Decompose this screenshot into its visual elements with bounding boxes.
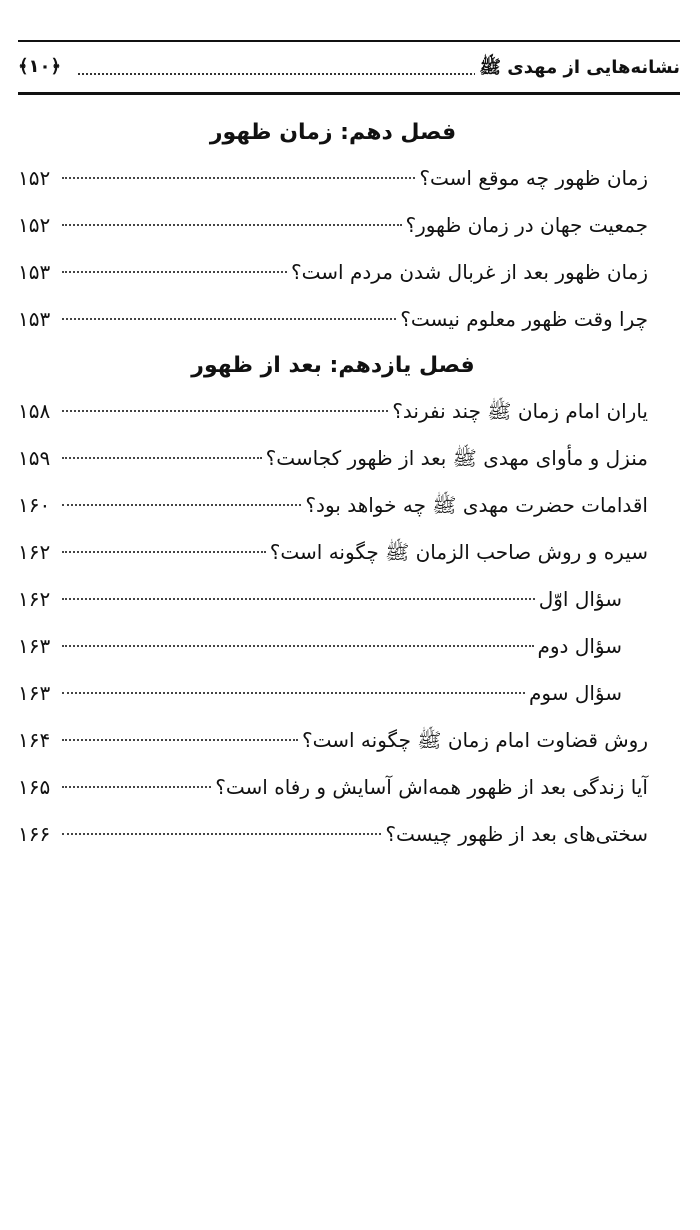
toc-entry-page: ۱۶۰ (18, 493, 51, 517)
toc-entry (18, 155, 648, 202)
toc-entry-label: اقدامات حضرت مهدی ﷺ چه خواهد بود؟ (305, 493, 648, 517)
leader-dots (62, 598, 535, 600)
toc-entry (18, 388, 648, 435)
toc-entry-label: جمعیت جهان در زمان ظهور؟ (405, 213, 648, 237)
leader-dots (62, 410, 388, 412)
toc-entry (18, 249, 648, 296)
toc-entry-page: ۱۶۲ (18, 587, 51, 611)
toc-entry (18, 296, 648, 343)
header-leader-dots (78, 73, 480, 75)
toc-entry (18, 202, 648, 249)
leader-dots (62, 504, 301, 506)
leader-dots (62, 833, 381, 835)
toc-entry-label: سؤال اوّل (538, 587, 622, 611)
running-header (18, 40, 680, 95)
toc-entry-page: ۱۶۶ (18, 822, 51, 846)
leader-dots (62, 645, 534, 647)
toc-entry-page: ۱۵۳ (18, 307, 51, 331)
toc-entry (18, 764, 648, 811)
toc-entry-page: ۱۶۴ (18, 728, 51, 752)
toc-entry (18, 435, 648, 482)
header-page-number: ﴿۱۰﴾ (18, 56, 65, 77)
toc-entry (18, 811, 648, 858)
toc-entry-label: چرا وقت ظهور معلوم نیست؟ (400, 307, 648, 331)
toc-entry (18, 717, 648, 764)
leader-dots (62, 224, 402, 226)
toc-entry-page: ۱۶۲ (18, 540, 51, 564)
toc-entry-label: زمان ظهور چه موقع است؟ (419, 166, 648, 190)
toc-entry-page: ۱۶۳ (18, 634, 51, 658)
header-book-title: نشانه‌هایی از مهدی ﷺ (475, 56, 680, 82)
leader-dots (62, 271, 287, 273)
toc-entry (18, 482, 648, 529)
chapter-title: فصل یازدهم: بعد از ظهور (191, 353, 475, 378)
toc-entry-label: سؤال دوم (537, 634, 622, 658)
toc-subentry (18, 576, 648, 623)
leader-dots (62, 177, 415, 179)
toc-entry-page: ۱۶۵ (18, 775, 51, 799)
chapter-title: فصل دهم: زمان ظهور (209, 120, 457, 145)
toc-entry-label: زمان ظهور بعد از غربال شدن مردم است؟ (291, 260, 648, 284)
toc-entry-label: سیره و روش صاحب الزمان ﷺ چگونه است؟ (269, 540, 648, 564)
toc-entry-page: ۱۵۹ (18, 446, 51, 470)
toc-entry-label: سختی‌های بعد از ظهور چیست؟ (385, 822, 648, 846)
toc-entry-label: منزل و مأوای مهدی ﷺ بعد از ظهور کجاست؟ (265, 446, 648, 470)
leader-dots (62, 692, 525, 694)
toc-entry-label: آیا زندگی بعد از ظهور همه‌اش آسایش و رفاه است؟ (215, 775, 648, 799)
toc-entry-label: سؤال سوم (528, 681, 622, 705)
toc-subentry (18, 623, 648, 670)
leader-dots (62, 786, 211, 788)
toc-subentry (18, 670, 648, 717)
leader-dots (62, 318, 396, 320)
leader-dots (62, 551, 266, 553)
leader-dots (62, 739, 298, 741)
toc-entry-page: ۱۵۳ (18, 260, 51, 284)
toc-entry-page: ۱۵۸ (18, 399, 51, 423)
toc-entry (18, 529, 648, 576)
toc-entry-page: ۱۵۲ (18, 213, 51, 237)
table-of-contents (18, 110, 648, 858)
toc-entry-page: ۱۵۲ (18, 166, 51, 190)
leader-dots (62, 457, 262, 459)
toc-entry-label: یاران امام زمان ﷺ چند نفرند؟ (392, 399, 648, 423)
toc-entry-page: ۱۶۳ (18, 681, 51, 705)
toc-entry-label: روش قضاوت امام زمان ﷺ چگونه است؟ (301, 728, 648, 752)
